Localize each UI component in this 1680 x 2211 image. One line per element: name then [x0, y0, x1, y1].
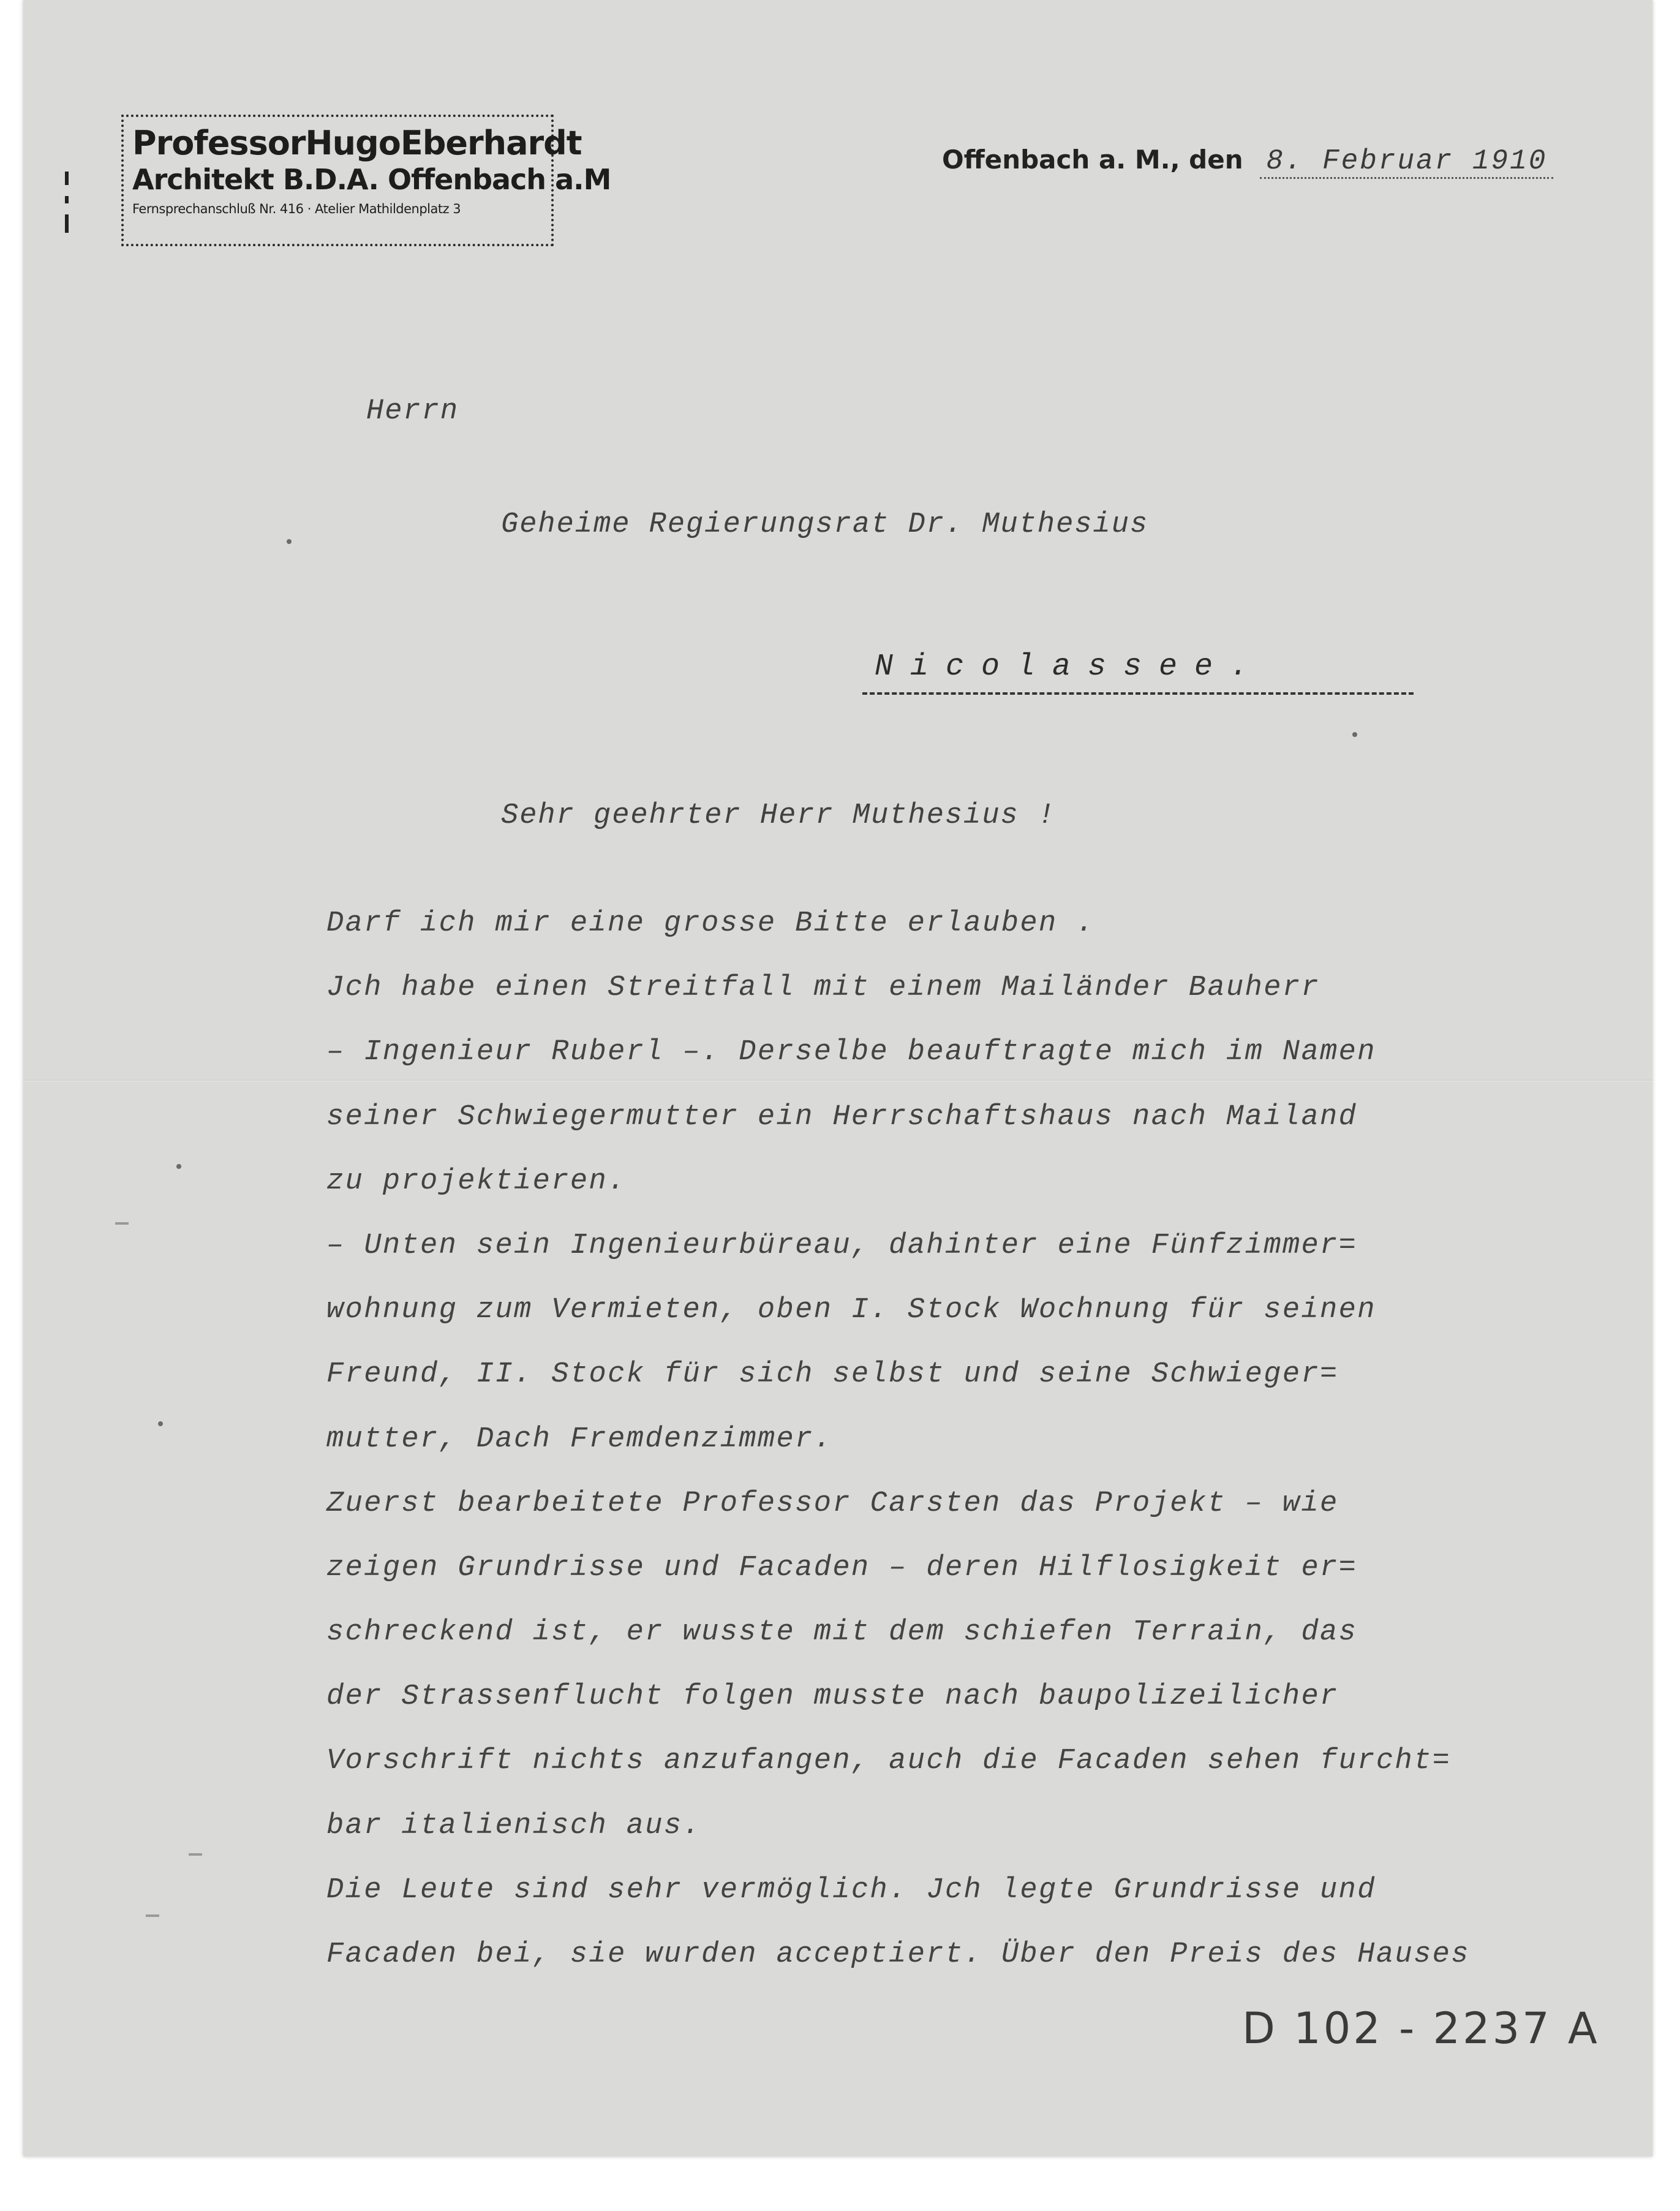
archive-number: D 102 - 2237 A [1242, 2003, 1600, 2054]
body-line: Facaden bei, sie wurden acceptiert. Über den Preis des Hauses [326, 1938, 1470, 1971]
addressee-city: Nicolassee. [875, 649, 1266, 684]
paper-spot [158, 1421, 163, 1426]
body-line: zeigen Grundrisse und Facaden – deren Hilflosigkeit er= [326, 1551, 1358, 1584]
addressee-salutation: Herrn [366, 395, 459, 428]
body-line: schreckend ist, er wusste mit dem schiefen Terrain, das [326, 1616, 1358, 1649]
body-line: mutter, Dach Fremdenzimmer. [326, 1423, 833, 1456]
letterhead-contact: Fernsprechanschluß Nr. 416 · Atelier Mathildenplatz 3 [132, 202, 461, 216]
body-line: Die Leute sind sehr vermöglich. Jch legte Grundrisse und [326, 1873, 1376, 1907]
body-line: zu projektieren. [326, 1165, 627, 1198]
paper-spot [1352, 732, 1357, 737]
body-line: Zuerst bearbeitete Professor Carsten das Projekt – wie [326, 1487, 1339, 1520]
addressee-name: Geheime Regierungsrat Dr. Muthesius [501, 508, 1149, 541]
body-line: – Ingenieur Ruberl –. Derselbe beauftragte mich im Namen [326, 1036, 1376, 1069]
margin-dash [146, 1914, 159, 1917]
body-line: Darf ich mir eine grosse Bitte erlauben . [326, 907, 1095, 940]
letterhead-title: Architekt B.D.A. Offenbach a.M [132, 163, 611, 196]
body-line: seiner Schwiegermutter ein Herrschaftshaus nach Mailand [326, 1100, 1358, 1133]
hole-punch-marks [65, 172, 77, 244]
body-line: Vorschrift nichts anzufangen, auch die Facaden sehen furcht= [326, 1745, 1452, 1778]
body-line: – Unten sein Ingenieurbüreau, dahinter eine Fünfzimmer= [326, 1229, 1358, 1262]
body-line: der Strassenflucht folgen musste nach baupolizeilicher [326, 1680, 1339, 1714]
city-underline [862, 692, 1414, 695]
body-line: wohnung zum Vermieten, oben I. Stock Wochnung für seinen [326, 1294, 1376, 1327]
body-line: bar italienisch aus. [326, 1809, 702, 1842]
body-line: Jch habe einen Streitfall mit einem Mailänder Bauherr [326, 972, 1320, 1005]
body-line: Freund, II. Stock für sich selbst und seine Schwieger= [326, 1358, 1339, 1391]
letterhead [121, 115, 611, 246]
date-line [942, 145, 1553, 177]
greeting: Sehr geehrter Herr Muthesius ! [501, 799, 1057, 832]
date-place: Offenbach a. M., den [942, 145, 1243, 175]
margin-dash [189, 1853, 202, 1856]
paper-spot [287, 539, 292, 544]
paper-spot [176, 1164, 181, 1169]
letter-page [23, 0, 1652, 2156]
margin-dash [115, 1222, 129, 1225]
letter-body [326, 891, 1470, 1987]
letter-date: 8. Februar 1910 [1260, 145, 1553, 179]
letterhead-name: ProfessorHugoEberhardt [132, 124, 582, 162]
